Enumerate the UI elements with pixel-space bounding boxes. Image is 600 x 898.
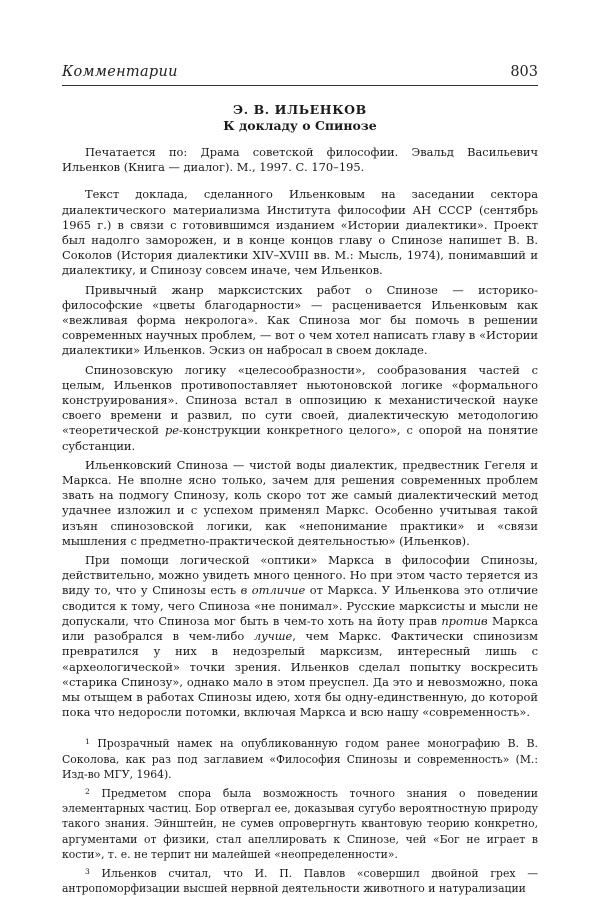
text-run: Маркса или разобрался в чем-либо [62, 613, 538, 644]
italic-text: против [441, 613, 488, 628]
section-title: Комментарии [62, 64, 178, 80]
footnote [62, 734, 538, 782]
text-run: и натурализации [424, 882, 526, 896]
text-run: от Маркса. У Ильенкова это отличие сводится к тому, чего Спиноза «не понимал». Русские марксисты и мысли не допускали, что Спиноза мог быть в чем-то хоть на йоту прав [62, 583, 538, 628]
commentary-body [62, 187, 538, 720]
commentary-paragraph [62, 458, 538, 549]
commentary-paragraph [62, 283, 538, 359]
commentary-paragraph [62, 363, 538, 454]
text-run: Привычный жанр марксистских работ о Спинозе — историко-философские «цветы благодарности» — расценивается Ильенковым как «вежливая форма некролога». Как Спиноза мог бы помочь в решении современных научных проблем, — вот о чем хотел написать главу в «Истории диалектики» Ильенков. Эскиз он набросал в своем докладе. [62, 282, 538, 358]
text-run: Предметом спора была возможность точного знания о поведении элементарных частиц. Бор отвергал ее, доказывая сугубо вероятностную природу такого знания. Эйнштейн, не сумев опровергнуть квантовую теорию конкретно, аргументами от физики, стал апеллировать к Спинозе, чей «Бог не играет в кости», т. е. не терпит ни малейшей «неопределенности». [62, 786, 538, 861]
footnote-marker: 3 [85, 866, 90, 876]
footnote-marker: 2 [85, 786, 90, 796]
text-run: При помощи логической «оптики» Маркса в философии Спинозы, действительно, можно увидеть много ценного. Но при этом часто теряется из виду то, что у Спинозы есть [62, 553, 538, 598]
commentary-paragraph [62, 553, 538, 720]
text-run: Текст доклада, сделанного Ильенковым на заседании сектора диалектического материализма Института философии АН СССР (сентябрь 1965 г.) в связи с готовившимся изданием «Истории диалектики». Проект был надолго заморожен, и в конце концов главу о Спинозе напишет В. В. Соколов (История диалектики XIV–XVIII вв. М.: Мысль, 1974), понимавший и диалектику, и Спинозу совсем иначе, чем Ильенков. [62, 187, 538, 278]
commentary-paragraph [62, 187, 538, 278]
header-rule [62, 85, 538, 86]
footnote [62, 784, 538, 862]
text-run: Ильенковский Спиноза — чистой воды диалектик, предвестник Гегеля и Маркса. Не вполне ясно только, зачем для решения современных проблем звать на подмогу Спинозу, коль скоро тот же самый диалектический метод удачнее изложил и с успехом применял Маркс. Особенно учитывая такой изъян спинозовской логики, как «непонимание практики» и «связи мышления с предметно-практической деятельностью» (Ильенков). [62, 457, 538, 548]
page-content [62, 95, 538, 898]
text-run: -конструкции конкретного целого», с опорой на понятие субстанции. [62, 423, 538, 453]
text-run: , чем Маркс. Фактически спинозизм превратился у них в недозрелый марксизм, интересный лишь с «археологической» точки зрения. Ильенков сделал попытку воскресить «старика Спинозу», однако мало в этом преуспел. Да это и невозможно, пока мы отыщем в работах Спинозы идею, хотя бы одну-единственную, до которой пока что недоросли потомки, включая Маркса и всю нашу «современность». [62, 629, 538, 720]
text-run: Ильенков считал, что И. П. Павлов «совершил двойной грех — антропоморфизации [62, 866, 538, 896]
source-note: Печатается по: Драма советской философии. Эвальд Васильевич Ильенков (Книга — диалог). М., 1997. С. 170–195. [62, 145, 538, 175]
text-run: Спинозовскую логику «целесообразности», сообразования частей с целым, Ильенков противопоставляет ньютоновской логике «формального конструирования». Спиноза встал в оппозицию к механистической науке своего времени и развил, по сути своей, диалектическую методологию «теоретической [62, 362, 538, 438]
italic-text: ре [164, 423, 180, 438]
article-title: К докладу о Спинозе [223, 118, 377, 133]
italic-text: высшей нервной деятельности животного [183, 882, 425, 896]
italic-text: лучше [253, 629, 293, 644]
running-head [62, 64, 538, 80]
footnotes [62, 734, 538, 896]
article-author: Э. В. ИЛЬЕНКОВ [233, 102, 367, 117]
footnote [62, 864, 538, 896]
page-number: 803 [510, 64, 538, 80]
footnote-marker: 1 [85, 737, 90, 747]
text-run: Прозрачный намек на опубликованную годом ранее монографию В. В. Соколова, как раз под заглавием «Философия Спинозы и современность» (М.: Изд-во МГУ, 1964). [62, 737, 538, 781]
italic-text: в отличие [240, 583, 306, 598]
